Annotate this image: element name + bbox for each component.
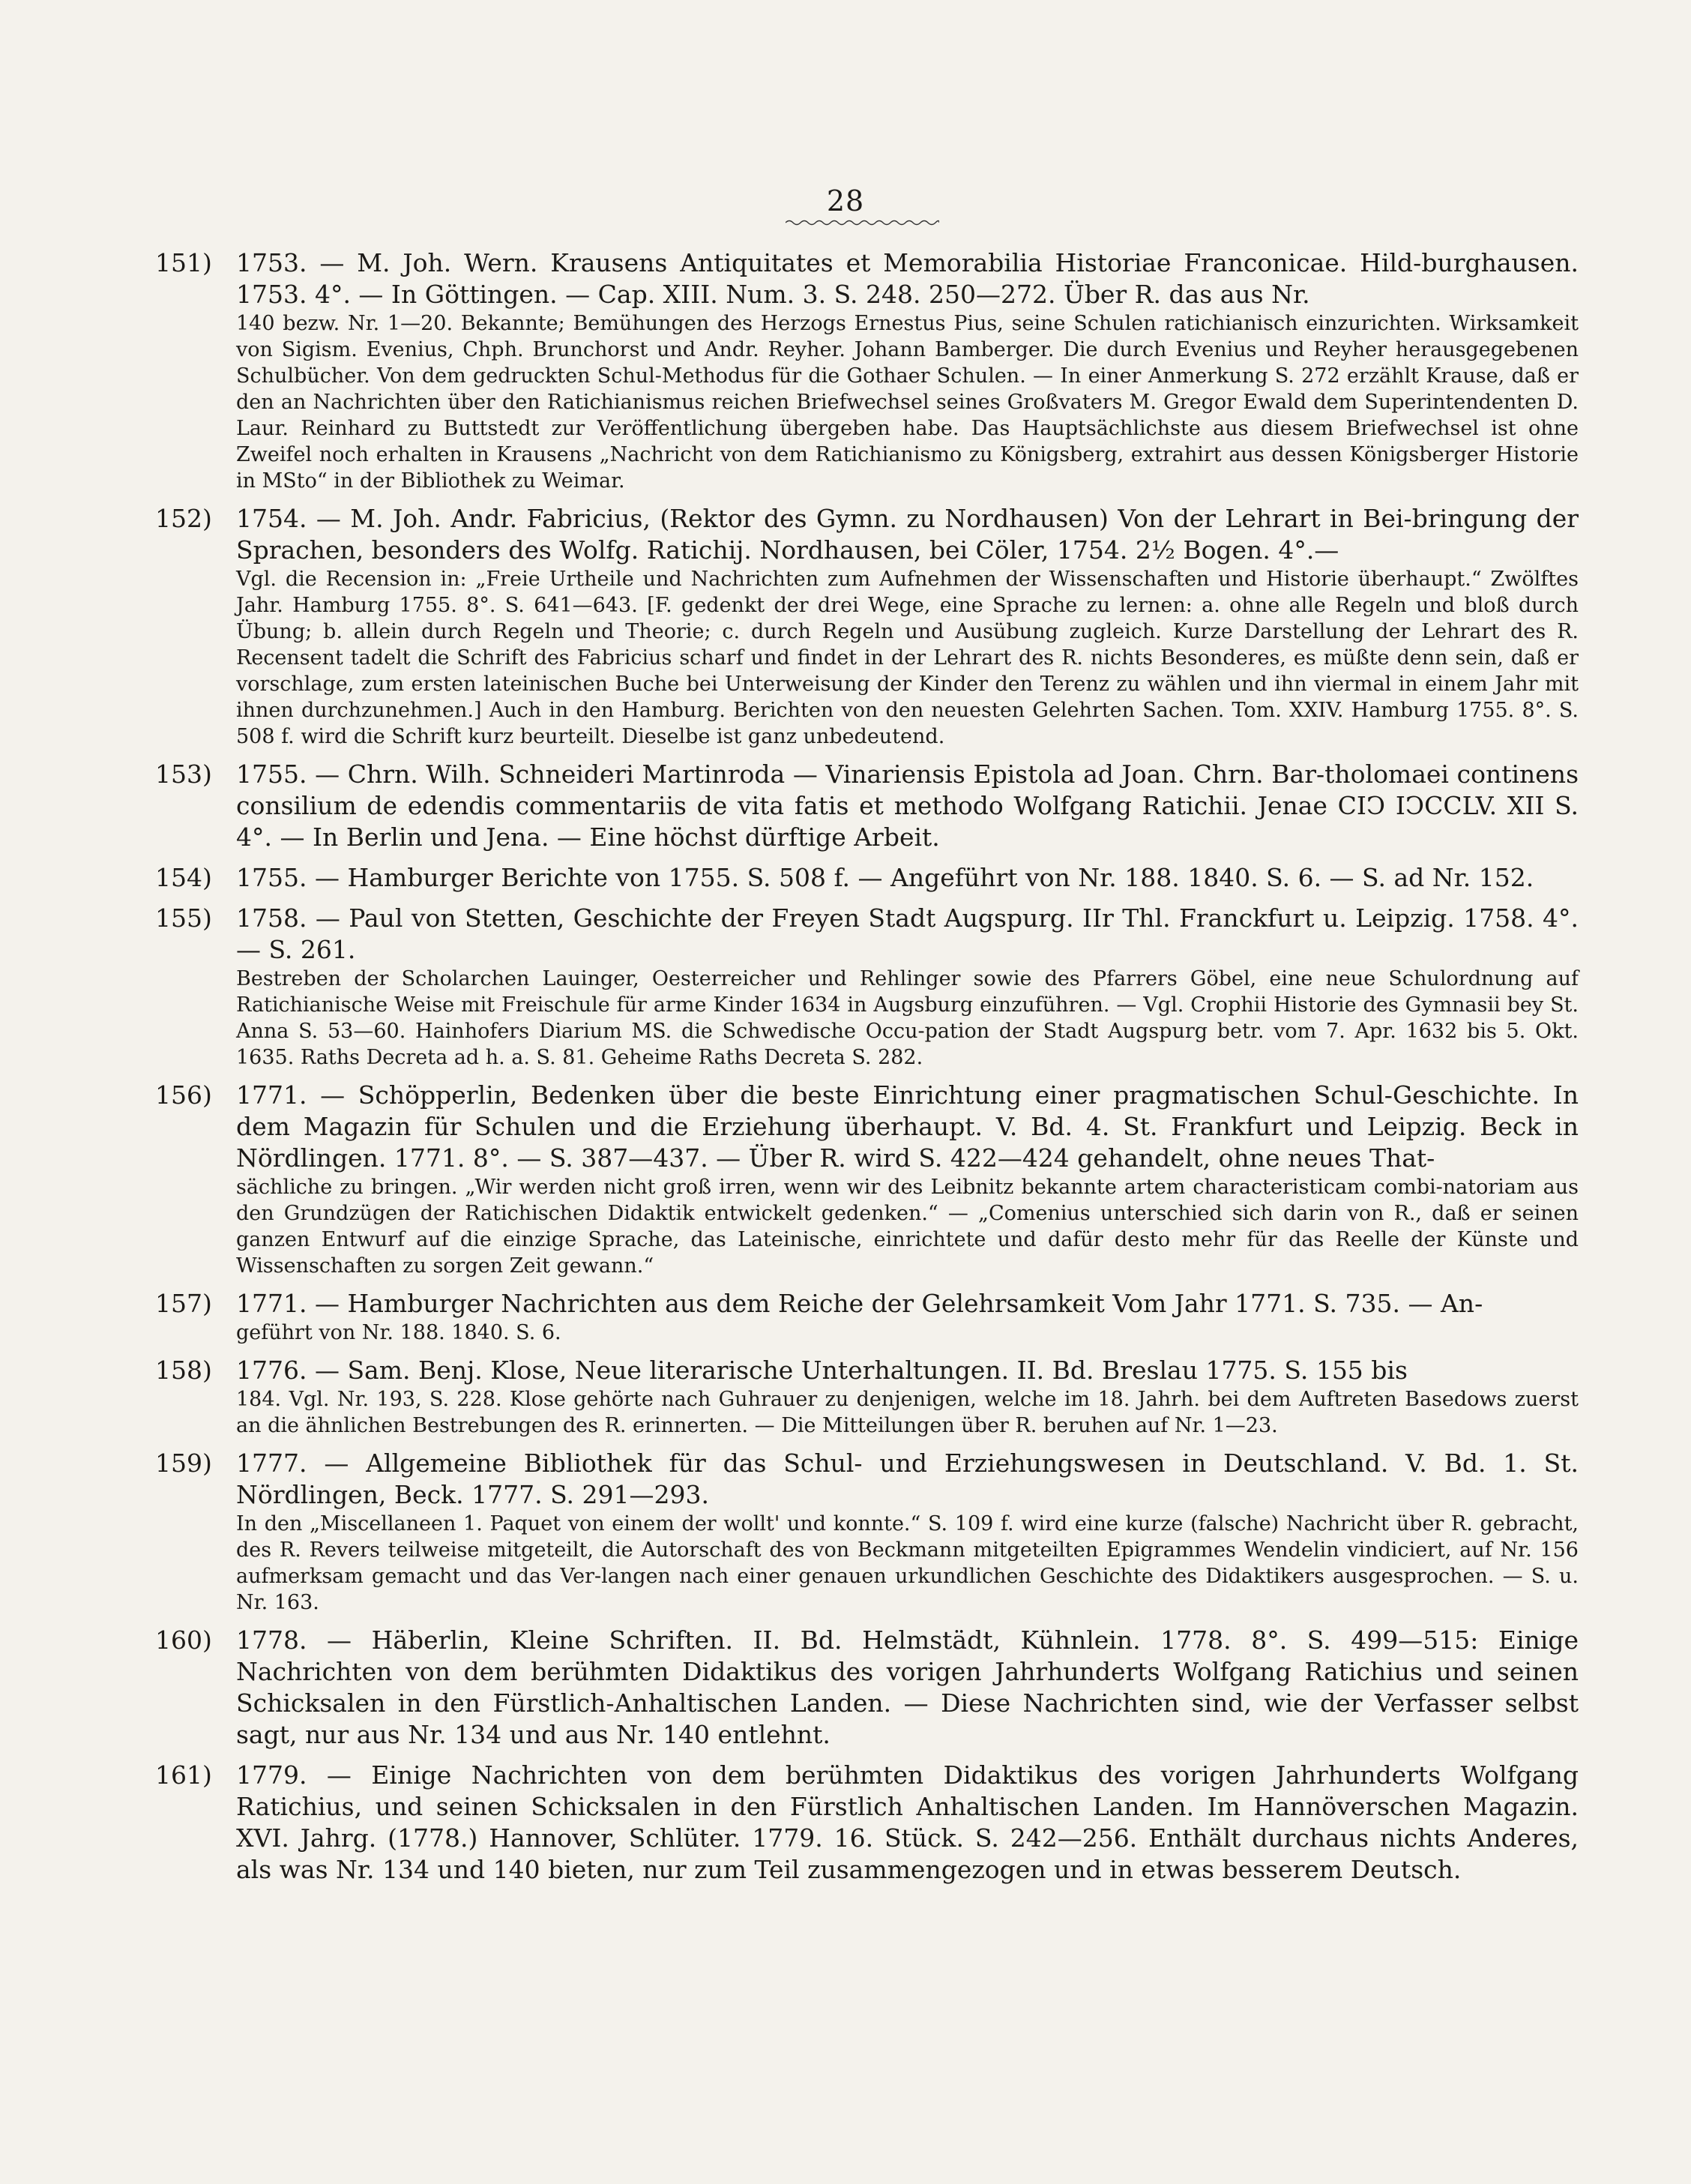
- entry-heading: 1778. — Häberlin, Kleine Schriften. II. Bd. Helmstädt, Kühnlein. 1778. 8°. S. 499—515: Einige Nachrichten von dem berühmten Didaktikus des vorigen Jahrhunderts Wolfgang Ratichius und seinen Schicksalen in den Fürstlich-Anhaltischen Landen. — Diese Nachrichten sind, wie der Verfasser selbst sagt, nur aus Nr. 134 und aus Nr. 140 entlehnt.: [236, 1625, 1579, 1749]
- entry-159: [155, 1448, 1579, 1616]
- entry-annotation: Bestreben der Scholarchen Lauinger, Oesterreicher und Rehlinger sowie des Pfarrers Göbel, eine neue Schulordnung auf Ratichianische Weise mit Freischule für arme Kinder 1634 in Augsburg einzuführen. — Vgl. Crophii Historie des Gymnasii bey St. Anna S. 53—60. Hainhofers Diarium MS. die Schwedische Occu-pation der Stadt Augspurg betr. vom 7. Apr. 1632 bis 5. Okt. 1635. Raths Decreta ad h. a. S. 81. Geheime Raths Decreta S. 282.: [236, 967, 1579, 1069]
- entry-number: 160): [155, 1625, 212, 1655]
- entry-154: [155, 862, 1579, 894]
- entry-number: 156): [155, 1080, 212, 1110]
- entry-153: [155, 759, 1579, 853]
- bibliography-entries: [155, 247, 1579, 1895]
- entry-heading: 1753. — M. Joh. Wern. Krausens Antiquitates et Memorabilia Historiae Franconicae. Hild-burghausen. 1753. 4°. — In Göttingen. — Cap. XIII. Num. 3. S. 248. 250—272. Über R. das aus Nr.: [236, 248, 1579, 309]
- entry-152: [155, 503, 1579, 750]
- entry-157: [155, 1288, 1579, 1346]
- entry-number: 159): [155, 1449, 212, 1478]
- entry-heading: 1771. — Schöpperlin, Bedenken über die beste Einrichtung einer pragmatischen Schul-Geschichte. In dem Magazin für Schulen und die Erziehung überhaupt. V. Bd. 4. St. Frankfurt und Leipzig. Beck in Nördlingen. 1771. 8°. — S. 387—437. — Über R. wird S. 422—424 gehandelt, ohne neues That-: [236, 1080, 1579, 1173]
- entry-annotation: In den „Miscellaneen 1. Paquet von einem der wollt' und konnte.“ S. 109 f. wird eine kurze (falsche) Nachricht über R. gebracht, des R. Revers teilweise mitgeteilt, die Autorschaft des von Beckmann mitgeteilten Epigrammes Wendelin vindiciert, auf Nr. 156 aufmerksam gemacht und das Ver-langen nach einer genauen urkundlichen Geschichte des Didaktikers ausgesprochen. — S. u. Nr. 163.: [236, 1512, 1579, 1614]
- entry-number: 154): [155, 863, 212, 892]
- entry-annotation: 140 bezw. Nr. 1—20. Bekannte; Bemühungen des Herzogs Ernestus Pius, seine Schulen ratichianisch einzurichten. Wirksamkeit von Sigism. Evenius, Chph. Brunchorst und Andr. Reyher. Johann Bamberger. Die durch Evenius und Reyher herausgegebenen Schulbücher. Von dem gedruckten Schul-Methodus für die Gothaer Schulen. — In einer Anmerkung S. 272 erzählt Krause, daß er den an Nachrichten über den Ratichianismus reichen Briefwechsel seines Großvaters M. Gregor Ewald dem Superintendenten D. Laur. Reinhard zu Buttstedt zur Veröffentlichung übergeben habe. Das Hauptsächlichste aus diesem Briefwechsel ist ohne Zweifel noch erhalten in Krausens „Nachricht von dem Ratichianismo zu Königsberg, extrahirt aus dessen Königsberger Historie in MSto“ in der Bibliothek zu Weimar.: [236, 312, 1579, 493]
- entry-heading: 1779. — Einige Nachrichten von dem berühmten Didaktikus des vorigen Jahrhunderts Wolfgang Ratichius, und seinen Schicksalen in den Fürstlich Anhaltischen Landen. Im Hannöverschen Magazin. XVI. Jahrg. (1778.) Hannover, Schlüter. 1779. 16. Stück. S. 242—256. Enthält durchaus nichts Anderes, als was Nr. 134 und 140 bieten, nur zum Teil zusammengezogen und in etwas besserem Deutsch.: [236, 1760, 1579, 1884]
- entry-heading: 1755. — Chrn. Wilh. Schneideri Martinroda — Vinariensis Epistola ad Joan. Chrn. Bar-tholomaei continens consilium de edendis commentariis de vita fatis et methodo Wolfgang Ratichii. Jenae CIↃ IↃCCLV. XII S. 4°. — In Berlin und Jena. — Eine höchst dürftige Arbeit.: [236, 759, 1579, 852]
- entry-155: [155, 903, 1579, 1071]
- entry-heading: 1755. — Hamburger Berichte von 1755. S. 508 f. — Angeführt von Nr. 188. 1840. S. 6. — S. ad Nr. 152.: [236, 863, 1534, 892]
- page-number: 28: [826, 184, 865, 217]
- entry-158: [155, 1355, 1579, 1439]
- entry-heading: 1771. — Hamburger Nachrichten aus dem Reiche der Gelehrsamkeit Vom Jahr 1771. S. 735. — An-: [236, 1289, 1483, 1318]
- entry-heading: 1777. — Allgemeine Bibliothek für das Schul- und Erziehungswesen in Deutschland. V. Bd. 1. St. Nördlingen, Beck. 1777. S. 291—293.: [236, 1449, 1579, 1509]
- entry-number: 155): [155, 903, 212, 933]
- entry-156: [155, 1080, 1579, 1279]
- entry-heading: 1776. — Sam. Benj. Klose, Neue literarische Unterhaltungen. II. Bd. Breslau 1775. S. 155 bis: [236, 1356, 1408, 1385]
- entry-annotation: Vgl. die Recension in: „Freie Urtheile und Nachrichten zum Aufnehmen der Wissenschaften und Historie überhaupt.“ Zwölftes Jahr. Hamburg 1755. 8°. S. 641—643. [F. gedenkt der drei Wege, eine Sprache zu lernen: a. ohne alle Regeln und bloß durch Übung; b. allein durch Regeln und Theorie; c. durch Regeln und Ausübung zugleich. Kurze Darstellung der Lehrart des R. Recensent tadelt die Schrift des Fabricius scharf und findet in der Lehrart des R. nichts Besonderes, es müßte denn sein, daß er vorschlage, zum ersten lateinischen Buche bei Unterweisung der Kinder den Terenz zu wählen und ihn viermal in einem Jahr mit ihnen durchzunehmen.] Auch in den Hamburg. Berichten von den neuesten Gelehrten Sachen. Tom. XXIV. Hamburg 1755. 8°. S. 508 f. wird die Schrift kurz beurteilt. Dieselbe ist ganz unbedeutend.: [236, 568, 1579, 748]
- entry-heading: 1758. — Paul von Stetten, Geschichte der Freyen Stadt Augspurg. IIr Thl. Franckfurt u. Leipzig. 1758. 4°. — S. 261.: [236, 903, 1579, 964]
- entry-151: [155, 247, 1579, 494]
- entry-annotation: geführt von Nr. 188. 1840. S. 6.: [236, 1321, 561, 1344]
- entry-number: 158): [155, 1356, 212, 1385]
- entry-annotation: 184. Vgl. Nr. 193, S. 228. Klose gehörte nach Guhrauer zu denjenigen, welche im 18. Jahrh. bei dem Auftreten Basedows zuerst an die ähnlichen Bestrebungen des R. erinnerten. — Die Mitteilungen über R. beruhen auf Nr. 1—23.: [236, 1388, 1579, 1437]
- entry-annotation: sächliche zu bringen. „Wir werden nicht groß irren, wenn wir des Leibnitz bekannte artem characteristicam combi-natoriam aus den Grundzügen der Ratichischen Didaktik entwickelt gedenken.“ — „Comenius unterschied sich darin von R., daß er seinen ganzen Entwurf auf die einzige Sprache, das Lateinische, einrichtete und dafür desto mehr für das Reelle der Künste und Wissenschaften zu sorgen Zeit gewann.“: [236, 1176, 1579, 1278]
- entry-161: [155, 1760, 1579, 1886]
- entry-160: [155, 1625, 1579, 1751]
- entry-number: 151): [155, 248, 212, 277]
- entry-number: 157): [155, 1289, 212, 1318]
- entry-heading: 1754. — M. Joh. Andr. Fabricius, (Rektor des Gymn. zu Nordhausen) Von der Lehrart in Bei-bringung der Sprachen, besonders des Wolfg. Ratichij. Nordhausen, bei Cöler, 1754. 2½ Bogen. 4°.—: [236, 504, 1579, 565]
- entry-number: 153): [155, 759, 212, 789]
- page-number-wavy-rule: [786, 219, 939, 226]
- entry-number: 161): [155, 1760, 212, 1790]
- entry-number: 152): [155, 504, 212, 533]
